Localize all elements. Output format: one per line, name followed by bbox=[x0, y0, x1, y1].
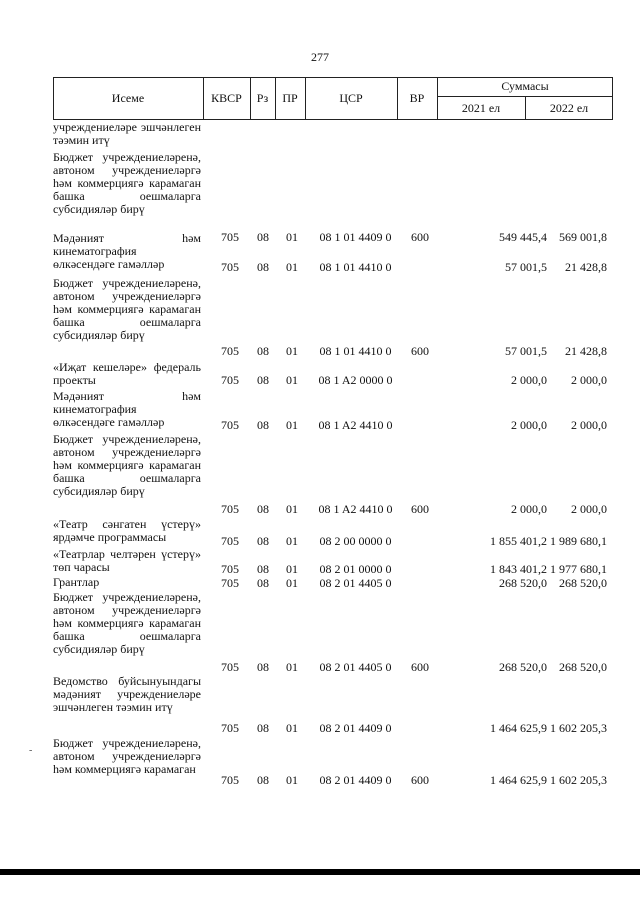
row-name: Мәдәният һәм кинематография өлкәсендәге гамәлләр bbox=[53, 231, 201, 271]
row-rz: 08 bbox=[257, 534, 269, 548]
row-sum-2022: 21 428,8 bbox=[565, 344, 607, 358]
row-rz: 08 bbox=[257, 660, 269, 674]
table-row bbox=[53, 121, 613, 147]
row-pr: 01 bbox=[286, 230, 298, 244]
row-sum-2021: 1 464 625,9 bbox=[490, 773, 547, 787]
row-vr: 600 bbox=[411, 502, 429, 516]
header-year-2021: 2021 ел bbox=[461, 100, 501, 115]
row-rz: 08 bbox=[257, 576, 269, 590]
row-rz: 08 bbox=[257, 344, 269, 358]
row-csr: 08 2 01 4409 0 bbox=[319, 773, 392, 787]
row-sum-2022: 1 977 680,1 bbox=[550, 562, 607, 576]
row-rz: 08 bbox=[257, 418, 269, 432]
row-rz: 08 bbox=[257, 230, 269, 244]
row-sum-2022: 2 000,0 bbox=[571, 373, 607, 387]
row-pr: 01 bbox=[286, 418, 298, 432]
row-pr: 01 bbox=[286, 721, 298, 735]
row-sum-2021: 57 001,5 bbox=[505, 344, 547, 358]
table-header bbox=[53, 77, 613, 119]
row-csr: 08 1 01 4410 0 bbox=[319, 344, 392, 358]
row-pr: 01 bbox=[286, 576, 298, 590]
row-sum-2022: 569 001,8 bbox=[559, 230, 607, 244]
row-name: «Театр сәнгатен үстерү» ярдәмче программасы bbox=[53, 517, 201, 544]
margin-mark: ‐ bbox=[29, 745, 33, 756]
row-sum-2022: 1 602 205,3 bbox=[550, 721, 607, 735]
row-rz: 08 bbox=[257, 721, 269, 735]
row-kvsr: 705 bbox=[221, 534, 239, 548]
row-kvsr: 705 bbox=[221, 260, 239, 274]
page-number: 277 bbox=[311, 50, 329, 64]
table-row bbox=[53, 737, 613, 787]
row-sum-2021: 2 000,0 bbox=[511, 502, 547, 516]
row-sum-2021: 1 855 401,2 bbox=[490, 534, 547, 548]
row-sum-2021: 268 520,0 bbox=[499, 576, 547, 590]
row-sum-2022: 2 000,0 bbox=[571, 418, 607, 432]
row-kvsr: 705 bbox=[221, 418, 239, 432]
row-vr: 600 bbox=[411, 773, 429, 787]
header-kvsr: КВСР bbox=[211, 91, 242, 105]
row-sum-2022: 1 989 680,1 bbox=[550, 534, 607, 548]
row-kvsr: 705 bbox=[221, 660, 239, 674]
row-csr: 08 1 A2 4410 0 bbox=[318, 418, 393, 432]
row-pr: 01 bbox=[286, 660, 298, 674]
row-pr: 01 bbox=[286, 373, 298, 387]
header-rz: Рз bbox=[256, 91, 269, 105]
row-sum-2022: 268 520,0 bbox=[559, 660, 607, 674]
row-csr: 08 2 01 4409 0 bbox=[319, 721, 392, 735]
row-kvsr: 705 bbox=[221, 230, 239, 244]
table-row bbox=[53, 232, 613, 274]
row-sum-2022: 1 602 205,3 bbox=[550, 773, 607, 787]
row-vr: 600 bbox=[411, 344, 429, 358]
row-csr: 08 2 01 4405 0 bbox=[319, 660, 392, 674]
row-csr: 08 1 01 4410 0 bbox=[319, 260, 392, 274]
table-row bbox=[53, 361, 613, 387]
header-year-2022: 2022 ел bbox=[549, 100, 589, 115]
row-csr: 08 1 01 4409 0 bbox=[319, 230, 392, 244]
row-sum-2021: 1 843 401,2 bbox=[490, 562, 547, 576]
row-sum-2022: 2 000,0 bbox=[571, 502, 607, 516]
row-csr: 08 2 01 0000 0 bbox=[319, 562, 392, 576]
row-name: Бюджет учреждениеләренә, автоном учреждениеләргә һәм коммерциягә карамаган башка оешмаларга субсидияләр бирү bbox=[53, 590, 201, 656]
row-sum-2022: 268 520,0 bbox=[559, 576, 607, 590]
row-pr: 01 bbox=[286, 260, 298, 274]
row-name: Бюджет учреждениеләренә, автоном учреждениеләргә һәм коммерциягә карамаган башка оешмаларга субсидияләр бирү bbox=[53, 150, 201, 216]
row-sum-2021: 549 445,4 bbox=[499, 230, 547, 244]
row-vr: 600 bbox=[411, 660, 429, 674]
row-sum-2021: 2 000,0 bbox=[511, 418, 547, 432]
row-kvsr: 705 bbox=[221, 576, 239, 590]
row-name: «Иҗат кешеләре» федераль проекты bbox=[53, 360, 201, 387]
row-name: Грантлар bbox=[53, 575, 100, 589]
header-vr: ВР bbox=[409, 91, 425, 105]
row-vr: 600 bbox=[411, 230, 429, 244]
row-name: Бюджет учреждениеләренә, автоном учреждениеләргә һәм коммерциягә карамаган башка оешмаларга субсидияләр бирү bbox=[53, 432, 201, 498]
row-pr: 01 bbox=[286, 344, 298, 358]
row-rz: 08 bbox=[257, 260, 269, 274]
page-bottom-border bbox=[0, 869, 640, 875]
row-pr: 01 bbox=[286, 534, 298, 548]
row-name: Бюджет учреждениеләренә, автоном учреждениеләргә һәм коммерциягә карамаган башка оешмаларга субсидияләр бирү bbox=[53, 276, 201, 342]
row-kvsr: 705 bbox=[221, 773, 239, 787]
table-row bbox=[53, 390, 613, 432]
table-row bbox=[53, 548, 613, 576]
row-name: «Театрлар челтәрен үстерү» төп чарасы bbox=[53, 547, 201, 574]
row-kvsr: 705 bbox=[221, 562, 239, 576]
row-kvsr: 705 bbox=[221, 344, 239, 358]
table-row bbox=[53, 576, 613, 590]
table-row bbox=[53, 591, 613, 674]
row-kvsr: 705 bbox=[221, 373, 239, 387]
row-pr: 01 bbox=[286, 773, 298, 787]
table-row bbox=[53, 675, 613, 735]
row-kvsr: 705 bbox=[221, 721, 239, 735]
row-rz: 08 bbox=[257, 502, 269, 516]
row-name: Бюджет учреждениеләренә, автоном учреждениеләргә һәм коммерциягә карамаган bbox=[53, 736, 201, 776]
row-csr: 08 1 A2 0000 0 bbox=[318, 373, 393, 387]
row-csr: 08 2 00 0000 0 bbox=[319, 534, 392, 548]
row-name: учреждениеләре эшчәнлеген тәэмин итү bbox=[53, 120, 201, 147]
row-name: Мәдәният һәм кинематография өлкәсендәге гамәлләр bbox=[53, 389, 201, 429]
row-csr: 08 2 01 4405 0 bbox=[319, 576, 392, 590]
row-pr: 01 bbox=[286, 502, 298, 516]
row-rz: 08 bbox=[257, 773, 269, 787]
row-sum-2021: 268 520,0 bbox=[499, 660, 547, 674]
table-row bbox=[53, 277, 613, 358]
row-kvsr: 705 bbox=[221, 502, 239, 516]
row-sum-2022: 21 428,8 bbox=[565, 260, 607, 274]
row-rz: 08 bbox=[257, 373, 269, 387]
row-name: Ведомство буйсынуындагы мәдәният учреждениеләре эшчәнлеген тәэмин итү bbox=[53, 674, 201, 714]
row-pr: 01 bbox=[286, 562, 298, 576]
header-name: Исеме bbox=[111, 91, 145, 105]
row-csr: 08 1 A2 4410 0 bbox=[318, 502, 393, 516]
row-rz: 08 bbox=[257, 562, 269, 576]
table-row bbox=[53, 518, 613, 548]
row-sum-2021: 2 000,0 bbox=[511, 373, 547, 387]
row-sum-2021: 57 001,5 bbox=[505, 260, 547, 274]
table-row bbox=[53, 433, 613, 516]
header-pr: ПР bbox=[282, 91, 298, 105]
header-sums: Суммасы bbox=[501, 79, 549, 93]
row-sum-2021: 1 464 625,9 bbox=[490, 721, 547, 735]
header-csr: ЦСР bbox=[339, 91, 363, 105]
